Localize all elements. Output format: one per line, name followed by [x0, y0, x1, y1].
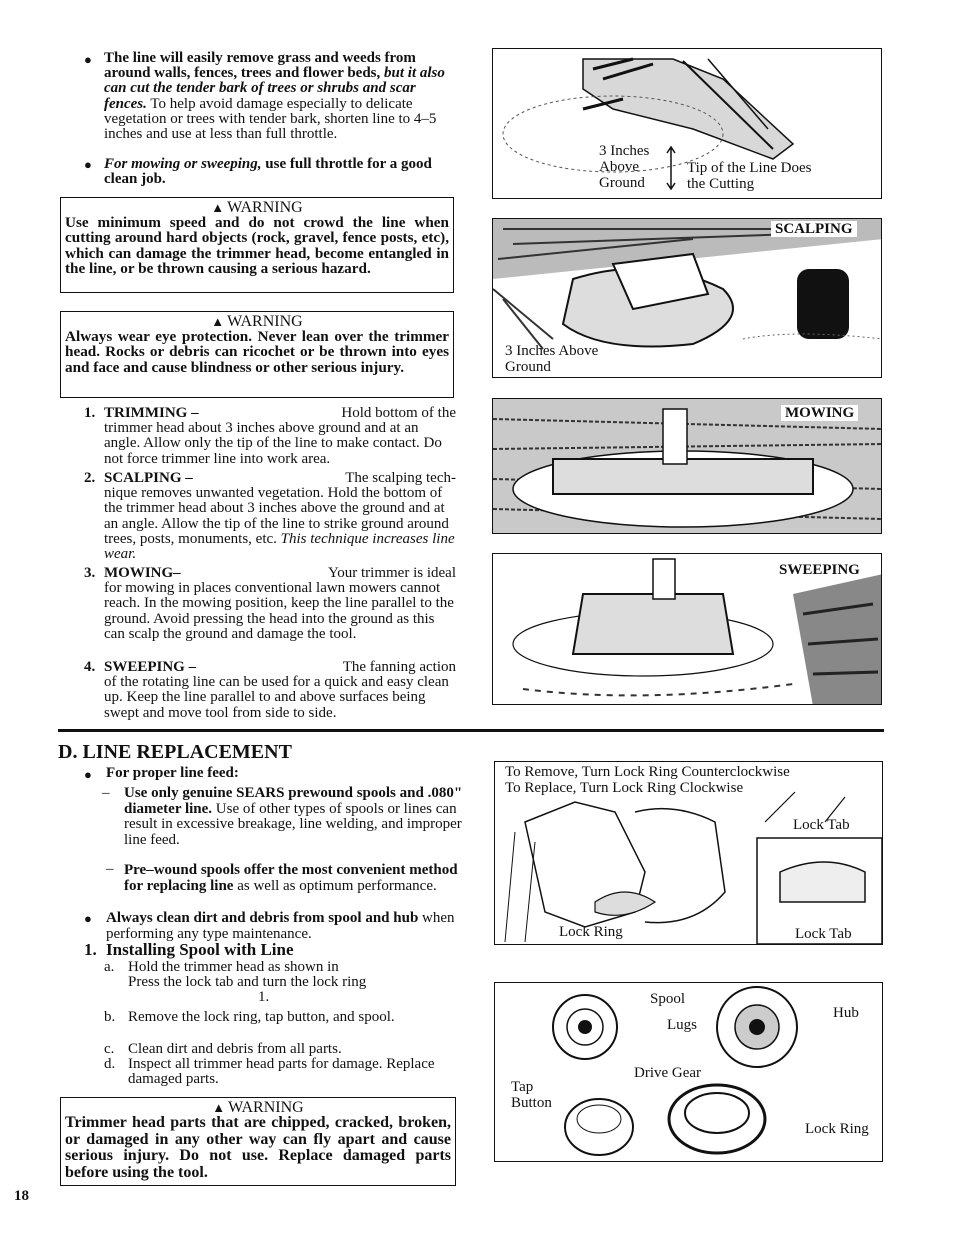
- warning-triangle-icon: ▲: [212, 1100, 226, 1115]
- technique-text: nique removes unwanted vegetation. Hold the bottom of the trimmer head about 3 inches above the ground and at an angle. Allow the tip of the line to strike ground around trees, posts, monuments, etc.: [104, 485, 449, 547]
- technique-text: trimmer head about 3 inches above ground and at an angle. Allow only the tip of the line to make contact. Do not force trimmer line into work area.: [104, 420, 442, 467]
- technique-scalping: [84, 471, 456, 562]
- substep-d: d. Inspect all trimmer head parts for damage. Replace damaged parts.: [104, 1056, 435, 1088]
- technique-lead: The scalping tech-: [345, 470, 456, 486]
- bullet-dot: ●: [84, 911, 92, 926]
- instruction-remove: To Remove, Turn Lock Ring Counterclockwise: [505, 764, 790, 780]
- figure-mowing: [492, 398, 882, 534]
- warning-text: Always wear eye protection. Never lean over the trimmer head. Rocks or debris can ricochet or be thrown into eyes and face and cause blindness or other serious injury.: [65, 328, 449, 376]
- spool-label: Spool: [650, 991, 686, 1007]
- technique-text: for mowing in places conventional lawn mowers cannot reach. In the mowing position, keep the line parallel to the ground. Avoid pressing the head into the ground as this can scalp the ground and damage the tool.: [104, 580, 454, 642]
- figure-scalping: [492, 218, 882, 378]
- technique-number: 4.: [84, 659, 96, 675]
- tap-button-label: Tap Button: [511, 1079, 552, 1111]
- bullet-italic-text: but it also can cut the tender bark of trees or shrubs and scar fences.: [104, 65, 445, 112]
- technique-text: of the rotating line can be used for a quick and easy clean up. Keep the line parallel to and above surfaces being swept and move tool from side to side.: [104, 674, 449, 721]
- technique-mowing: [84, 566, 456, 642]
- step-heading: [84, 941, 294, 959]
- technique-trimming: [84, 406, 456, 467]
- figure-trimming: [492, 48, 882, 199]
- technique-name: MOWING–: [104, 565, 181, 581]
- hub-label: Hub: [833, 1005, 859, 1021]
- substep-b: b. Remove the lock ring, tap button, and spool.: [104, 1009, 395, 1025]
- dash-marker: –: [102, 785, 110, 801]
- warning-text: Use minimum speed and do not crowd the line when cutting around hard objects (rock, gravel, fence posts, etc), which can damage the trimmer head, become entangled in the line, or be thrown causing a serious hazard.: [65, 214, 449, 277]
- lock-ring-label: Lock Ring: [805, 1121, 869, 1137]
- height-label: 3 Inches Above Ground: [505, 343, 599, 375]
- bullet-italic-text: For mowing or sweeping,: [104, 156, 262, 172]
- dash-genuine-spools: Use only genuine SEARS prewound spools and .080" diameter line. Use of other types of spools or lines can result in excessive breakage, line welding, and improper line feed.: [124, 785, 463, 848]
- figure-title: SCALPING: [771, 221, 857, 237]
- warning-box-damaged-parts: [60, 1097, 456, 1186]
- lock-tab-label: Lock Tab: [793, 817, 850, 833]
- bullet-line-feed: For proper line feed:: [106, 765, 239, 781]
- warning-box-crowd-line: [60, 197, 454, 293]
- technique-italic-note: This technique increases line wear.: [104, 530, 455, 563]
- bullet-dot: ●: [84, 767, 92, 782]
- section-heading: D. LINE REPLACEMENT: [58, 741, 292, 763]
- technique-name: SWEEPING –: [104, 659, 197, 675]
- step-number: 1.: [84, 940, 97, 959]
- bullet-bold-text: The line will easily remove grass and weeds from around walls, fences, trees and flower beds,: [104, 50, 416, 82]
- step-title: Installing Spool with Line: [106, 940, 294, 959]
- lock-tab-label: Lock Tab: [795, 926, 852, 942]
- figure-title: SWEEPING: [779, 562, 860, 578]
- dash-prewound-spools: Pre–wound spools offer the most convenient method for replacing line as well as optimum performance.: [124, 862, 458, 894]
- bullet-full-throttle: [104, 157, 456, 187]
- bullet-normal-text: To help avoid damage especially to delicate vegetation or trees with tender bark, shorten line to 4–5 inches and use at less than full throttle.: [104, 95, 437, 143]
- warning-title: ▲ WARNING: [211, 199, 303, 216]
- tip-label: Tip of the Line Does the Cutting: [687, 160, 812, 192]
- bullet-dot: ●: [84, 52, 92, 67]
- figure-head-parts: [494, 982, 883, 1162]
- lock-ring-label: Lock Ring: [559, 924, 623, 940]
- technique-number: 2.: [84, 470, 96, 486]
- substep-c: c. Clean dirt and debris from all parts.: [104, 1041, 342, 1057]
- warning-triangle-icon: ▲: [211, 200, 225, 215]
- technique-lead: Hold bottom of the: [341, 405, 456, 421]
- technique-lead: Your trimmer is ideal: [327, 565, 456, 581]
- technique-name: SCALPING –: [104, 470, 193, 486]
- technique-name: TRIMMING –: [104, 405, 199, 421]
- bullet-clean-spool: Always clean dirt and debris from spool and hub when performing any type maintenance.: [106, 910, 455, 942]
- figure-title: MOWING: [781, 405, 858, 421]
- figure-lock-ring: [494, 761, 883, 945]
- warning-text: Trimmer head parts that are chipped, cracked, broken, or damaged in any other way can fly apart and cause serious injury. Do not use. Replace damaged parts before using the tool.: [65, 1114, 451, 1181]
- substep-a: a. Hold the trimmer head as shown in Press the lock tab and turn the lock ring 1.: [104, 959, 367, 1006]
- bullet-grass-weeds: [104, 51, 456, 142]
- technique-number: 3.: [84, 565, 96, 581]
- warning-box-eye-protection: [60, 311, 454, 398]
- warning-title: ▲ WARNING: [211, 313, 303, 330]
- warning-triangle-icon: ▲: [211, 314, 225, 329]
- technique-sweeping: [84, 660, 456, 721]
- technique-lead: The fanning action: [342, 659, 456, 675]
- section-divider: [58, 729, 884, 732]
- height-label: 3 Inches Above Ground: [599, 143, 650, 191]
- bullet-bold-text: use full throttle for a good clean job.: [104, 156, 432, 188]
- lugs-label: Lugs: [667, 1017, 697, 1033]
- page-number: 18: [14, 1188, 29, 1204]
- figure-sweeping: [492, 553, 882, 705]
- drive-gear-label: Drive Gear: [634, 1065, 702, 1081]
- warning-title: ▲ WARNING: [212, 1099, 304, 1116]
- bullet-dot: ●: [84, 157, 92, 172]
- technique-number: 1.: [84, 405, 96, 421]
- instruction-replace: To Replace, Turn Lock Ring Clockwise: [505, 780, 744, 796]
- dash-marker: –: [106, 861, 114, 877]
